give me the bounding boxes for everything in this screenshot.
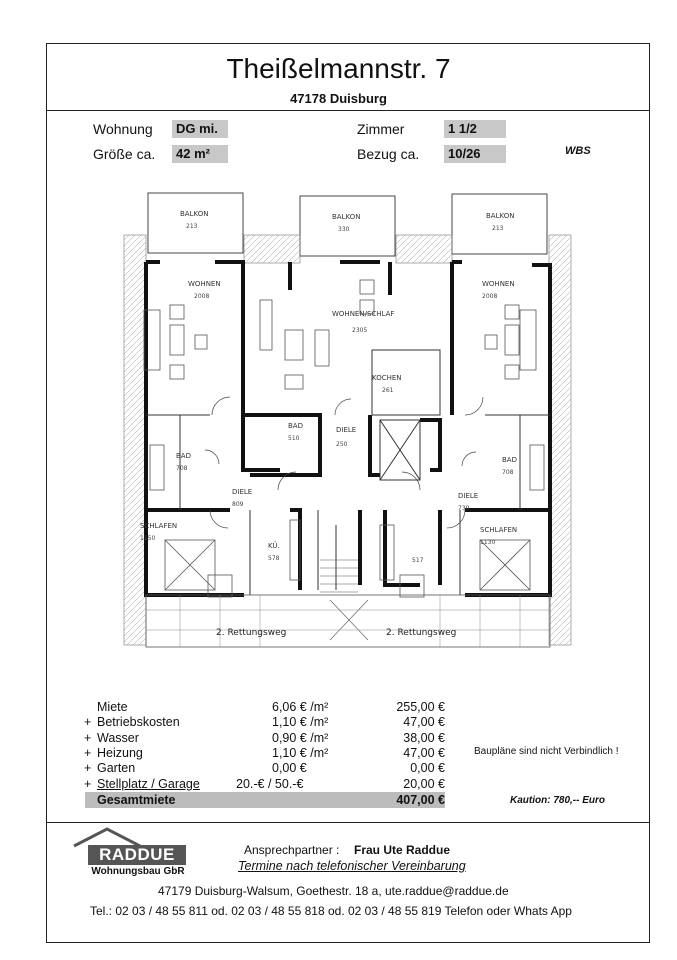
wohnung-value: DG mi. [172, 120, 228, 138]
wohnen-left-area: 2008 [194, 293, 210, 300]
bezug-label: Bezug ca. [357, 146, 420, 162]
rettungsweg-left: 2. Rettungsweg [216, 628, 287, 638]
wbs-label: WBS [565, 145, 591, 157]
total-amount: 407,00 € [396, 793, 445, 807]
bad-left-area: 708 [176, 465, 188, 472]
schlafen-left-label: SCHLAFEN [140, 522, 178, 530]
cost-amount: 0,00 € [410, 761, 445, 776]
balkon-right-outline [452, 194, 547, 254]
bad-right-label: BAD [502, 456, 517, 464]
cost-rate: 0,00 € [272, 761, 307, 776]
contact-label: Ansprechpartner : [244, 843, 340, 857]
diele-mid-label: DIELE [336, 426, 357, 434]
rettungsweg-right: 2. Rettungsweg [386, 628, 457, 638]
roof-mid-right [396, 235, 452, 263]
wohnen-left-label: WOHNEN [188, 280, 221, 288]
cost-amount: 38,00 € [403, 730, 445, 745]
zimmer-label: Zimmer [357, 121, 405, 137]
cost-rate: 1,10 € /m² [272, 715, 329, 730]
total-label: Gesamtmiete [97, 793, 176, 807]
groesse-value: 42 m² [172, 145, 228, 163]
company-logo: RADDUE [88, 845, 186, 865]
cost-rate: 20.-€ / 50.-€ [236, 776, 304, 791]
wohnen-right-label: WOHNEN [482, 280, 515, 288]
balkon-left-area: 213 [186, 223, 198, 230]
cost-prefix: + [84, 761, 92, 776]
diele-left-label: DIELE [232, 488, 253, 496]
cost-amount: 47,00 € [403, 745, 445, 760]
contact-name: Frau Ute Raddue [354, 843, 451, 857]
kochen-area: 261 [382, 387, 394, 394]
balkon-right-label: BALKON [486, 212, 515, 220]
roof-left [124, 235, 146, 645]
cost-rate: 0,90 € /m² [272, 730, 329, 745]
cost-name: Heizung [97, 745, 143, 760]
cost-prefix: + [84, 745, 92, 760]
cost-amount: 255,00 € [396, 700, 445, 714]
kueche-right-area: 517 [412, 557, 424, 564]
diele-right-label: DIELE [458, 492, 479, 500]
cost-row [0, 761, 677, 776]
kueche-left-area: 578 [268, 555, 280, 562]
cost-row [0, 731, 677, 746]
furniture [144, 280, 544, 597]
roof-mid-left [244, 235, 300, 263]
plan-disclaimer: Baupläne sind nicht Verbindlich ! [474, 746, 619, 757]
street-title: Theißelmannstr. 7 [226, 53, 451, 84]
company-address: 47179 Duisburg-Walsum, Goethestr. 18 a, ute.raddue@raddue.de [158, 884, 509, 898]
cost-prefix: + [84, 715, 92, 730]
balkon-left-label: BALKON [180, 210, 209, 218]
cost-name: Miete [97, 700, 128, 714]
wohnung-label: Wohnung [93, 121, 153, 137]
cost-name: Stellplatz / Garage [97, 776, 200, 791]
bad-mid-area: 510 [288, 435, 300, 442]
balkon-mid-area: 330 [338, 226, 350, 233]
kochen-label: KOCHEN [372, 374, 402, 382]
cost-prefix: + [84, 730, 92, 745]
diele-mid-area: 250 [336, 441, 348, 448]
header-divider [46, 110, 650, 111]
cost-row [0, 700, 677, 715]
diele-right-area: 730 [458, 505, 470, 512]
bad-left-label: BAD [176, 452, 191, 460]
company-logo-sub: Wohnungsbau GbR [91, 866, 185, 877]
kaution-note: Kaution: 780,-- Euro [510, 795, 606, 806]
groesse-label: Größe ca. [93, 146, 156, 162]
bezug-value: 10/26 [444, 145, 506, 163]
wohnen-schlaf-label: WOHNEN/SCHLAF [332, 310, 395, 318]
cost-rate: 6,06 € /m² [272, 700, 329, 714]
cost-amount: 20,00 € [403, 776, 445, 791]
bad-mid-label: BAD [288, 422, 303, 430]
bad-right-area: 708 [502, 469, 514, 476]
roof-right [549, 235, 571, 645]
balkon-mid-label: BALKON [332, 213, 361, 221]
floor-plan [120, 190, 575, 655]
phone-line: Tel.: 02 03 / 48 55 811 od. 02 03 / 48 55 818 od. 02 03 / 48 55 819 Telefon oder Whats App [90, 904, 572, 918]
appointment-note: Termine nach telefonischer Vereinbarung [238, 859, 466, 873]
interior-lines [146, 350, 550, 595]
wohnen-schlaf-area: 2305 [352, 327, 368, 334]
schlafen-right-label: SCHLAFEN [480, 526, 518, 534]
schlafen-left-area: 1150 [140, 535, 156, 542]
cost-rate: 1,10 € /m² [272, 745, 329, 760]
cost-prefix: + [84, 776, 92, 791]
schlafen-right-area: 1130 [480, 539, 496, 546]
cost-name: Betriebskosten [97, 715, 180, 730]
cost-name: Wasser [97, 730, 139, 745]
footer-divider [46, 822, 650, 823]
cost-row [0, 777, 677, 792]
cost-amount: 47,00 € [403, 715, 445, 730]
city-subtitle: 47178 Duisburg [290, 91, 387, 106]
zimmer-value: 1 1/2 [444, 120, 506, 138]
diele-left-area: 809 [232, 501, 244, 508]
cost-name: Garten [97, 761, 136, 776]
kueche-left-label: KÜ. [268, 542, 280, 550]
wohnen-right-area: 2008 [482, 293, 498, 300]
cost-row [0, 715, 677, 730]
balkon-right-area: 213 [492, 225, 504, 232]
